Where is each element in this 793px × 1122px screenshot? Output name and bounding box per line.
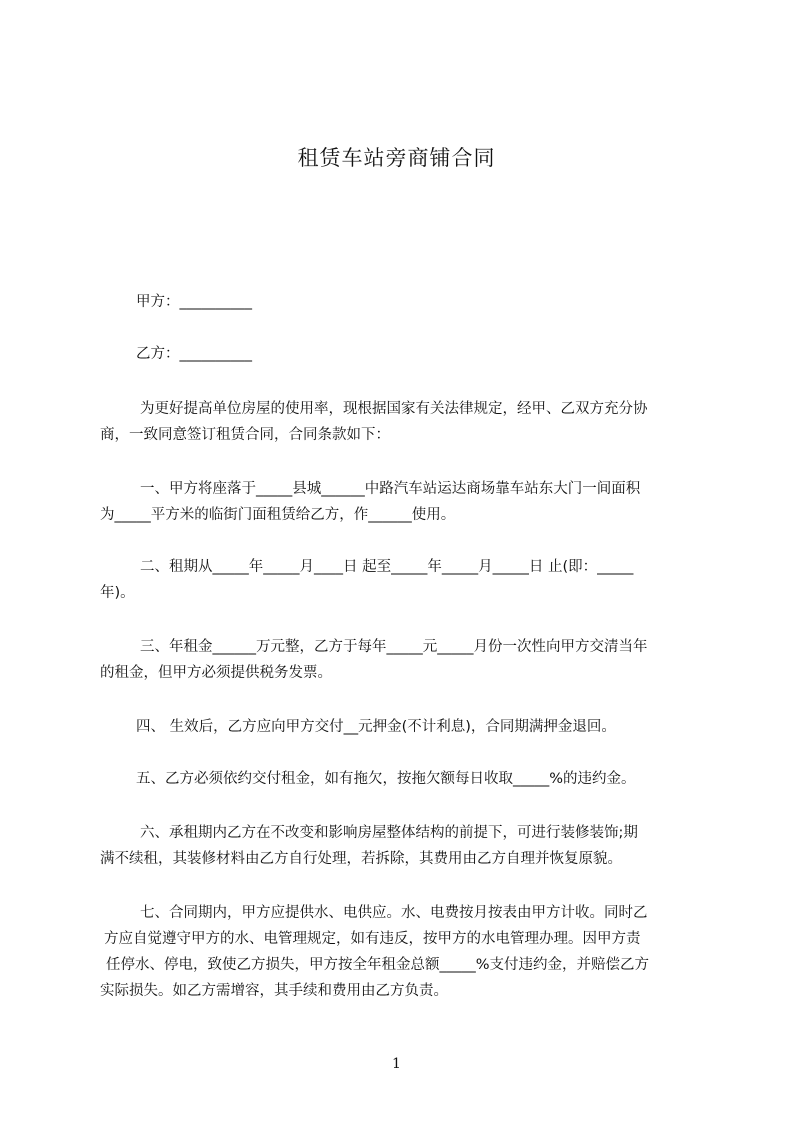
page-number: 1 [392, 1056, 401, 1072]
clause-5 [100, 766, 703, 792]
clause-line: 满不续租，其装修材料由乙方自行处理，若拆除，其费用由乙方自理并恢复原貌。 [100, 851, 622, 867]
clause-line: 三、年租金______万元整，乙方于每年_____元_____月份一次性向甲方交清当年 [140, 639, 648, 655]
party-b-line: 乙方：__________ [136, 346, 252, 362]
party-a-line: 甲方：__________ [136, 294, 252, 310]
clause-line: 二、租期从_____年_____月____日 起至_____年_____月_____日 止(即：_____ [140, 559, 634, 575]
intro-line: 为更好提高单位房屋的使用率，现根据国家有关法律规定，经甲、乙双方充分协 [140, 401, 648, 417]
document-title: 租赁车站旁商铺合同 [297, 146, 496, 170]
clause-line: 六、承租期内乙方在不改变和影响房屋整体结构的前提下，可进行装修装饰;期 [140, 825, 638, 841]
intro-paragraph [100, 396, 703, 448]
clause-3 [100, 634, 703, 686]
clause-7 [100, 900, 703, 1004]
clause-6 [100, 820, 703, 872]
clause-line: 五、乙方必须依约交付租金，如有拖欠，按拖欠额每日收取_____%的违约金。 [136, 771, 636, 787]
clause-line: 一、甲方将座落于_____县城______中路汽车站运达商场靠车站东大门一间面积 [140, 481, 641, 497]
clause-line: 方应自觉遵守甲方的水、电管理规定，如有违反，按甲方的水电管理办理。因甲方责 [104, 931, 641, 947]
clause-line: 七、合同期内，甲方应提供水、电供应。水、电费按月按表由甲方计收。同时乙 [140, 905, 648, 921]
intro-line: 商，一致同意签订租赁合同，合同条款如下： [100, 427, 390, 443]
clause-line: 实际损失。如乙方需增容，其手续和费用由乙方负责。 [100, 983, 448, 999]
clause-1 [100, 476, 703, 528]
clause-2 [100, 554, 703, 606]
clause-line: 年)。 [100, 585, 135, 601]
clause-4 [100, 714, 703, 740]
clause-line: 任停水、停电，致使乙方损失，甲方按全年租金总额_____%支付违约金，并赔偿乙方 [106, 957, 650, 973]
clause-line: 为_____平方米的临街门面租赁给乙方，作______使用。 [100, 507, 456, 523]
clause-line: 四、 生效后，乙方应向甲方交付__元押金(不计利息)，合同期满押金退回。 [136, 719, 616, 735]
clause-line: 的租金，但甲方必须提供税务发票。 [100, 665, 332, 681]
